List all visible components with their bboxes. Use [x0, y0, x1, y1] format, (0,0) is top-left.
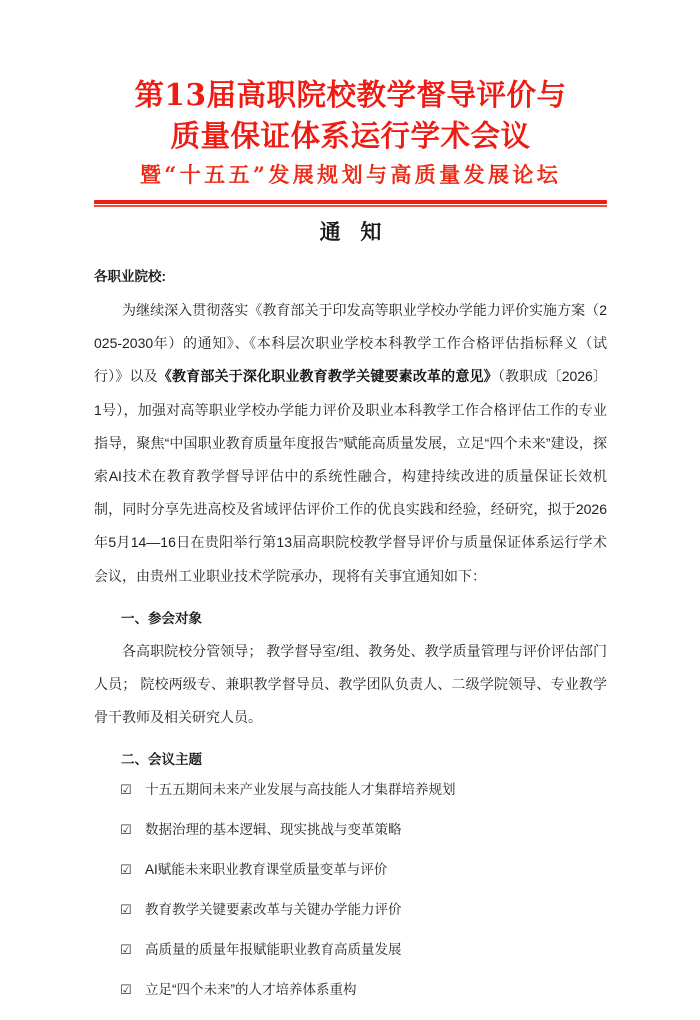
notice-heading: 通 知 [319, 221, 389, 244]
topic-label: AI赋能未来职业教育课堂质量变革与评价 [145, 862, 388, 878]
document-title-line-1: 第13届高职院校教学督导评价与 [134, 77, 567, 112]
document-body [94, 262, 607, 1020]
emphasized-policy-title: 《教育部关于深化职业教育教学关键要素改革的意见》 [157, 368, 498, 385]
document-subtitle: 暨“十五五”发展规划与高质量发展论坛 [139, 162, 562, 187]
topic-label: 教育教学关键要素改革与关键办学能力评价 [145, 902, 402, 918]
salutation: 各职业院校: [94, 269, 166, 284]
main-paragraph-part-1: 为继续深入贯彻落实《教育部关于印发高等职业学校办学能力评价实施方案（2025-2030年）的通知》、《本科层次职业学校本科教学工作合格评估指标释义（试行）》以及 [94, 302, 607, 385]
main-paragraph [94, 294, 607, 593]
list-item [120, 900, 607, 921]
section-heading-topics: 二、会议主题 [121, 752, 202, 768]
list-item [120, 860, 607, 881]
header-divider-rule [94, 200, 607, 207]
document-red-header [94, 74, 607, 191]
checked-checkbox-icon: ☑ [120, 823, 132, 839]
list-item [120, 780, 607, 801]
checked-checkbox-icon: ☑ [120, 903, 132, 919]
checked-checkbox-icon: ☑ [120, 943, 132, 959]
list-item [120, 980, 607, 1001]
section-paragraph-attendees: 各高职院校分管领导； 教学督导室/组、教务处、教学质量管理与评价评估部门人员； 院校两级专、兼职教学督导员、教学团队负责人、二级学院领导、专业教学骨干教师及相关研究人员。 [94, 642, 607, 726]
conference-topic-list [94, 780, 607, 1001]
main-paragraph-part-2: （教职成〔2026〕1号），加强对高等职业学校办学能力评价及职业本科教学工作合格评估工作的专业指导，聚焦“中国职业教育质量年度报告”赋能高质量发展，立足“四个未来”建设，探索AI技术在教育教学督导评估中的系统性融合，构建持续改进的质量保证长效机制，同时分享先进高校及省域评估评价工作的优良实践和经验，经研究，拟于2026年5月14—16日在贵阳举行第13届高职院校教学督导评价与质量保证体系运行学术会议，由贵州工业职业技术学院承办，现将有关事宜通知如下： [94, 368, 608, 584]
topic-label: 立足“四个未来”的人才培养体系重构 [145, 982, 357, 998]
checked-checkbox-icon: ☑ [120, 783, 132, 799]
topic-label: 高质量的质量年报赋能职业教育高质量发展 [145, 942, 402, 958]
topic-label: 十五五期间未来产业发展与高技能人才集群培养规划 [145, 782, 456, 798]
list-item [120, 940, 607, 961]
section-heading-attendees: 一、参会对象 [121, 610, 202, 626]
topic-label: 数据治理的基本逻辑、现实挑战与变革策略 [145, 822, 402, 838]
document-title-line-2: 质量保证体系运行学术会议 [170, 118, 531, 153]
header-rule-thin-bar [94, 205, 607, 207]
checked-checkbox-icon: ☑ [120, 983, 132, 999]
list-item [120, 820, 607, 841]
checked-checkbox-icon: ☑ [120, 863, 132, 879]
